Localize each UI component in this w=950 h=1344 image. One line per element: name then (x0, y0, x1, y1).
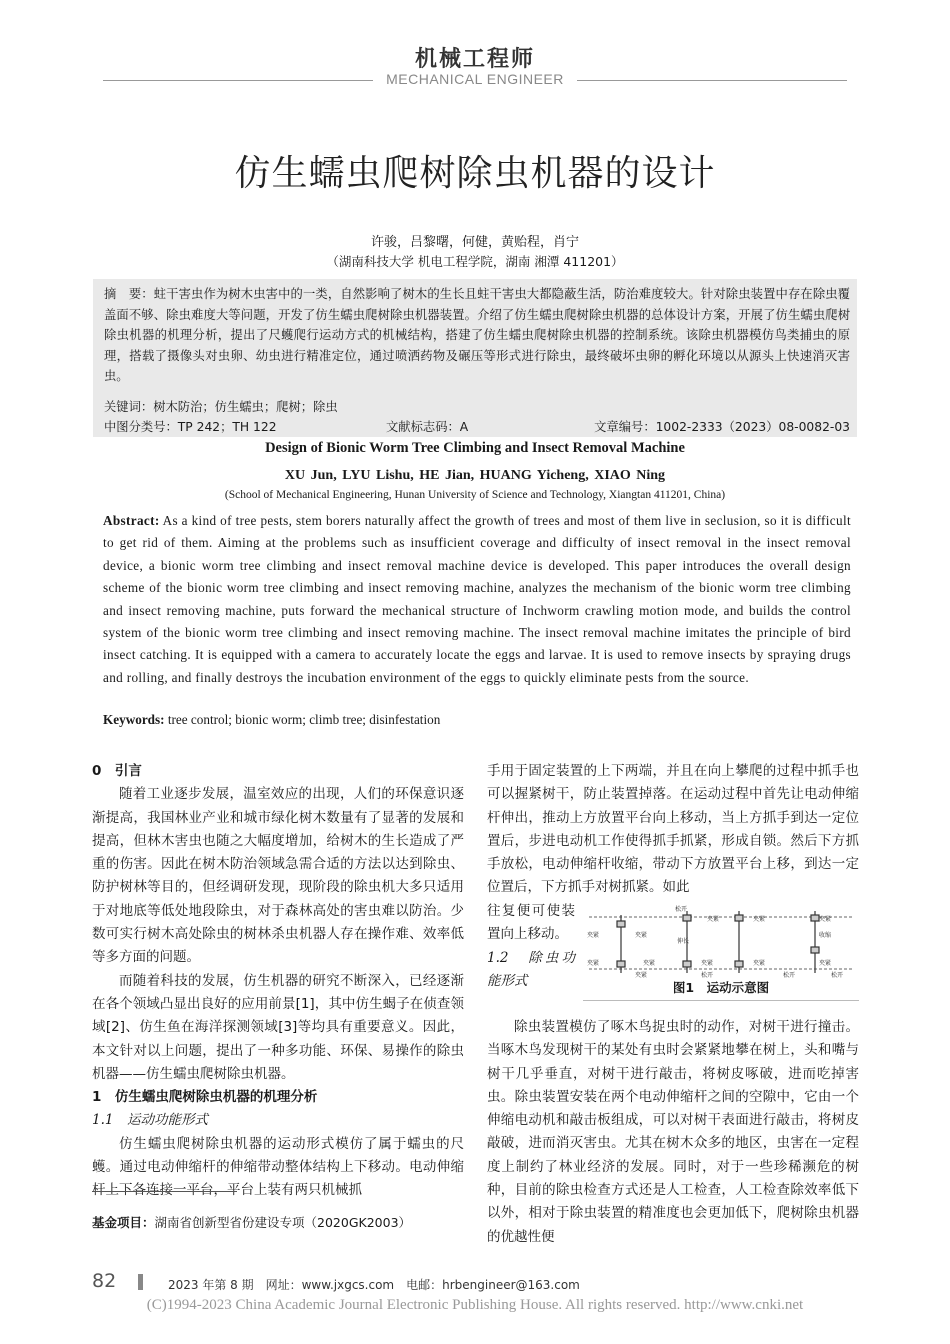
keywords-cn: 关键词：树木防治；仿生蠕虫；爬树；除虫 (104, 400, 338, 414)
figure-1-caption: 图1 运动示意图 (672, 980, 770, 995)
abstract-cn (104, 284, 850, 387)
stage-1-top-clamp (617, 921, 625, 927)
keywords-en (103, 712, 440, 728)
authors-cn: 许骏，吕黎曙，何健，黄贻程，肖宁 (370, 235, 579, 250)
figure-label: 夹紧 (753, 916, 766, 923)
footer-info: 2023 年第 8 期 网址：www.jxgcs.com 电邮：hrbengineer@163.com (168, 1278, 580, 1292)
affiliation-cn: （湖南科技大学 机电工程学院，湖南 湘潭 411201） (326, 254, 624, 269)
copyright-line: (C)1994-2023 China Academic Journal Electronic Publishing House. All rights reserved. http://www.cnki.net (146, 1297, 804, 1313)
fund-label: 基金项目： (92, 1215, 155, 1230)
figure-label: 夹紧 (707, 916, 720, 923)
paragraph-removal: 除虫装置模仿了啄木鸟捉虫时的动作，对树干进行撞击。当啄木鸟发现树干的某处有虫时会紧紧地攀在树上，头和嘴与树干几乎垂直，对树干进行敲击，将树皮啄破，进而吃掉害虫。除虫装置安装在两个电动伸缩杆之间的空隙中，它由一个伸缩电动机和敲击板组成，可以对树干表面进行敲击，将树皮敲破，进而消灭害虫。尤其在树木众多的地区，虫害在一定程度上制约了林业经济的发展。同时，对于一些珍稀濒危的树种，目前的除虫检查方式还是人工检查，人工检查除效率低下以外，相对于除虫装置的精准度也会更加低下，爬树除虫机器的优越性便 (487, 1019, 859, 1245)
figure-label: 夹紧 (643, 960, 656, 967)
stage-1-bottom-clamp (617, 961, 625, 967)
article-number: 文章编号：1002-2333（2023）08-0082-03 (594, 420, 850, 434)
fund-note (92, 1213, 411, 1231)
journal-name-cn: 机械工程师 (414, 47, 535, 72)
figure-label: 松开 (675, 906, 688, 913)
body-left-column (92, 760, 464, 1203)
figure-label: 夹紧 (819, 960, 832, 967)
body-right-column-bottom (487, 1016, 859, 1249)
paragraph-motion-cont: 手用于固定装置的上下两端，并且在向上攀爬的过程中抓手也可以握紧树干，防止装置掉落。在运动过程中首先让电动伸缩杆伸出，推动上方放置平台向上移动，当上方抓手到达一定位置后，步进电动机工作使得抓手抓紧，形成自锁。然后下方抓手放松，电动伸缩杆收缩，带动下方放置平台上移，到达一定位置后，下方抓手对树抓紧。如此 (487, 763, 859, 896)
abstract-en-text: As a kind of tree pests, stem borers naturally affect the growth of trees and most of them live in seclusion, so it is difficult to get rid of them. Aiming at the problems such as insufficient coverage and difficulty of insect removal in the insect removal device, a bionic worm tree climbing and insect removal machine device is developed. This paper introduces the overall design scheme of the bionic worm tree climbing and insect removing machine, analyzes the mechanism of the bionic worm tree climbing and insect removing machine, puts forward the mechanical structure of Inchworm crawling motion mode, and builds the control system of the bionic worm tree climbing and insect removing machine. The insect removal machine imitates the principle of bird insect catching. It is equipped with a camera to accurately locate the eggs and larvae. It is used to remove insects by spraying drugs and rolling, and finally destroys the incubation environment of the eggs to quickly eliminate pests from the source. (103, 513, 851, 685)
abstract-cn-text: 蛀干害虫作为树木虫害中的一类，自然影响了树木的生长且蛀干害虫大都隐蔽生活，防治难度较大。针对除虫装置中存在除虫覆盖面不够、除虫难度大等问题，开发了仿生蠕虫爬树除虫机器装置。介绍了仿生蠕虫爬树除虫机器的总体设计方案，开展了仿生蠕虫爬树除虫机器的机理分析，提出了尺蠖爬行运动方式的机械结构，搭建了仿生蠕虫爬树除虫机器的控制系统。该除虫机器模仿鸟类捕虫的原理，搭载了摄像头对虫卵、幼虫进行精准定位，通过喷洒药物及碾压等形式进行除虫，最终破坏虫卵的孵化环境以从源头上快速消灭害虫。 (104, 287, 850, 384)
body-right-wrap (487, 900, 575, 993)
stage-4-top-clamp (811, 915, 819, 921)
section-1-2-heading: 1.2 除虫功能形式 (487, 949, 575, 989)
section-1-1-heading: 1.1 运动功能形式 (92, 1112, 208, 1129)
figure-label: 松开 (831, 972, 844, 979)
stage-3-top-clamp (735, 915, 743, 921)
figure-label: 伸长 (677, 938, 690, 945)
figure-label: 夹紧 (635, 972, 648, 979)
figure-label: 夹紧 (587, 960, 600, 967)
paragraph-intro-2: 而随着科技的发展，仿生机器的研究不断深入，已经逐渐在各个领域凸显出良好的应用前景[1]，其中仿生蝎子在侦查领域[2]、仿生鱼在海洋探测领域[3]等均具有重要意义。因此，本文针对以上问题，提出了一种多功能、环保、易操作的除虫机器——仿生蠕虫爬树除虫机器。 (92, 972, 464, 1082)
figure-label: 松开 (783, 972, 796, 979)
journal-name-en: MECHANICAL ENGINEER (386, 71, 564, 87)
figure-label: 夹紧 (635, 932, 648, 939)
abstract-en-label: Abstract: (103, 513, 160, 528)
figure-label: 夹紧 (701, 960, 714, 967)
section-0-heading: 0 引言 (92, 763, 142, 779)
document-code: 文献标志码：A (386, 420, 469, 434)
page-number: 82 (92, 1270, 117, 1292)
header-rule-right (577, 80, 847, 81)
stage-2-top-clamp (683, 915, 691, 921)
body-right-column-top (487, 760, 859, 896)
paragraph-motion-end: 往复便可使装置向上移动。 (487, 903, 575, 943)
stage-4-bottom-clamp (811, 947, 819, 953)
keywords-en-text: tree control; bionic worm; climb tree; disinfestation (164, 712, 441, 727)
paper-title-cn: 仿生蠕虫爬树除虫机器的设计 (234, 153, 716, 194)
abstract-en (103, 510, 851, 689)
clc-number: 中图分类号：TP 242；TH 122 (104, 420, 277, 434)
paragraph-intro-1: 随着工业逐步发展，温室效应的出现，人们的环保意识逐渐提高，我国林业产业和城市绿化树木数量有了显著的发展和提高，但林木害虫也随之大幅度增加，给树木的生长造成了严重的伤害。因此在树木防治领域急需合适的方法以达到除虫、防护树林等目的，但经调研发现，现阶段的除虫机大多只适用于对地底等低处地段除虫，对于森林高处的害虫难以防治。少数可实行树木高处除虫的树林杀虫机器人存在操作难、效率低等多方面的问题。 (92, 786, 464, 966)
figure-label: 夹紧 (819, 916, 832, 923)
fund-text: 湖南省创新型省份建设专项（2020GK2003） (154, 1215, 412, 1230)
paper-title-en: Design of Bionic Worm Tree Climbing and Insect Removal Machine (265, 440, 685, 456)
abstract-cn-label: 摘 要： (104, 287, 154, 301)
authors-en: XU Jun, LYU Lishu, HE Jian, HUANG Yicheng, XIAO Ning (284, 468, 666, 483)
keywords-en-label: Keywords: (103, 712, 165, 727)
figure-label: 夹紧 (587, 932, 600, 939)
affiliation-en: (School of Mechanical Engineering, Hunan University of Science and Technology, Xiangtan 411201, China) (224, 489, 726, 501)
figure-label: 收缩 (819, 932, 832, 939)
stage-2-bottom-clamp (683, 961, 691, 967)
footer-bar (138, 1274, 143, 1290)
figure-label: 夹紧 (753, 960, 766, 967)
section-1-heading: 1 仿生蠕虫爬树除虫机器的机理分析 (92, 1089, 318, 1106)
stage-3-bottom-clamp (735, 961, 743, 967)
classification-row (104, 417, 850, 435)
figure-label: 松开 (701, 972, 714, 979)
footnote-separator (92, 1191, 237, 1192)
paragraph-motion: 仿生蠕虫爬树除虫机器的运动形式模仿了属于蠕虫的尺蠖。通过电动伸缩杆的伸缩带动整体结构上下移动。电动伸缩杆上下各连接一平台，平台上装有两只机械抓 (92, 1135, 464, 1199)
